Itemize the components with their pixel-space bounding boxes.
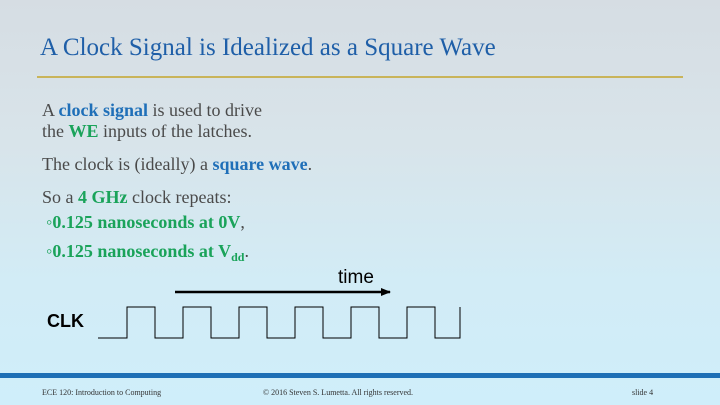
slide-title: A Clock Signal is Idealized as a Square Wave [40,34,496,61]
footer-slide-number: slide 4 [632,388,654,397]
line1-emphasis: clock signal [58,100,149,120]
bullet-circle-icon: ◦ [46,241,53,261]
clk-square-wave [98,307,460,338]
bullet1-text: 0.125 nanoseconds at 0V [52,212,241,232]
clk-label: CLK [47,311,84,331]
line4-emphasis: 4 GHz [78,187,128,207]
line3-pre: The clock is (ideally) a [42,154,213,174]
footer-bar [0,373,720,378]
line1-pre: A [42,100,59,120]
bullet2-subscript: dd [231,250,245,264]
footer-copyright: © 2016 Steven S. Lumetta. All rights reserved. [263,388,414,397]
line2-post: inputs of the latches. [98,121,252,141]
line1-post: is used to drive [148,100,263,120]
bullet2-post: . [244,241,249,261]
bullet-circle-icon: ◦ [46,212,53,232]
footer-course: ECE 120: Introduction to Computing [42,388,162,397]
line3-post: . [307,154,313,174]
bullet1-post: , [240,212,245,232]
line4-pre: So a [42,187,78,207]
line2-pre: the [42,121,69,141]
line2-emphasis: WE [68,121,99,141]
line3-emphasis: square wave [212,154,308,174]
line4-post: clock repeats: [127,187,232,207]
bullet2-text: 0.125 nanoseconds at V [52,241,232,261]
time-label: time [338,267,374,288]
